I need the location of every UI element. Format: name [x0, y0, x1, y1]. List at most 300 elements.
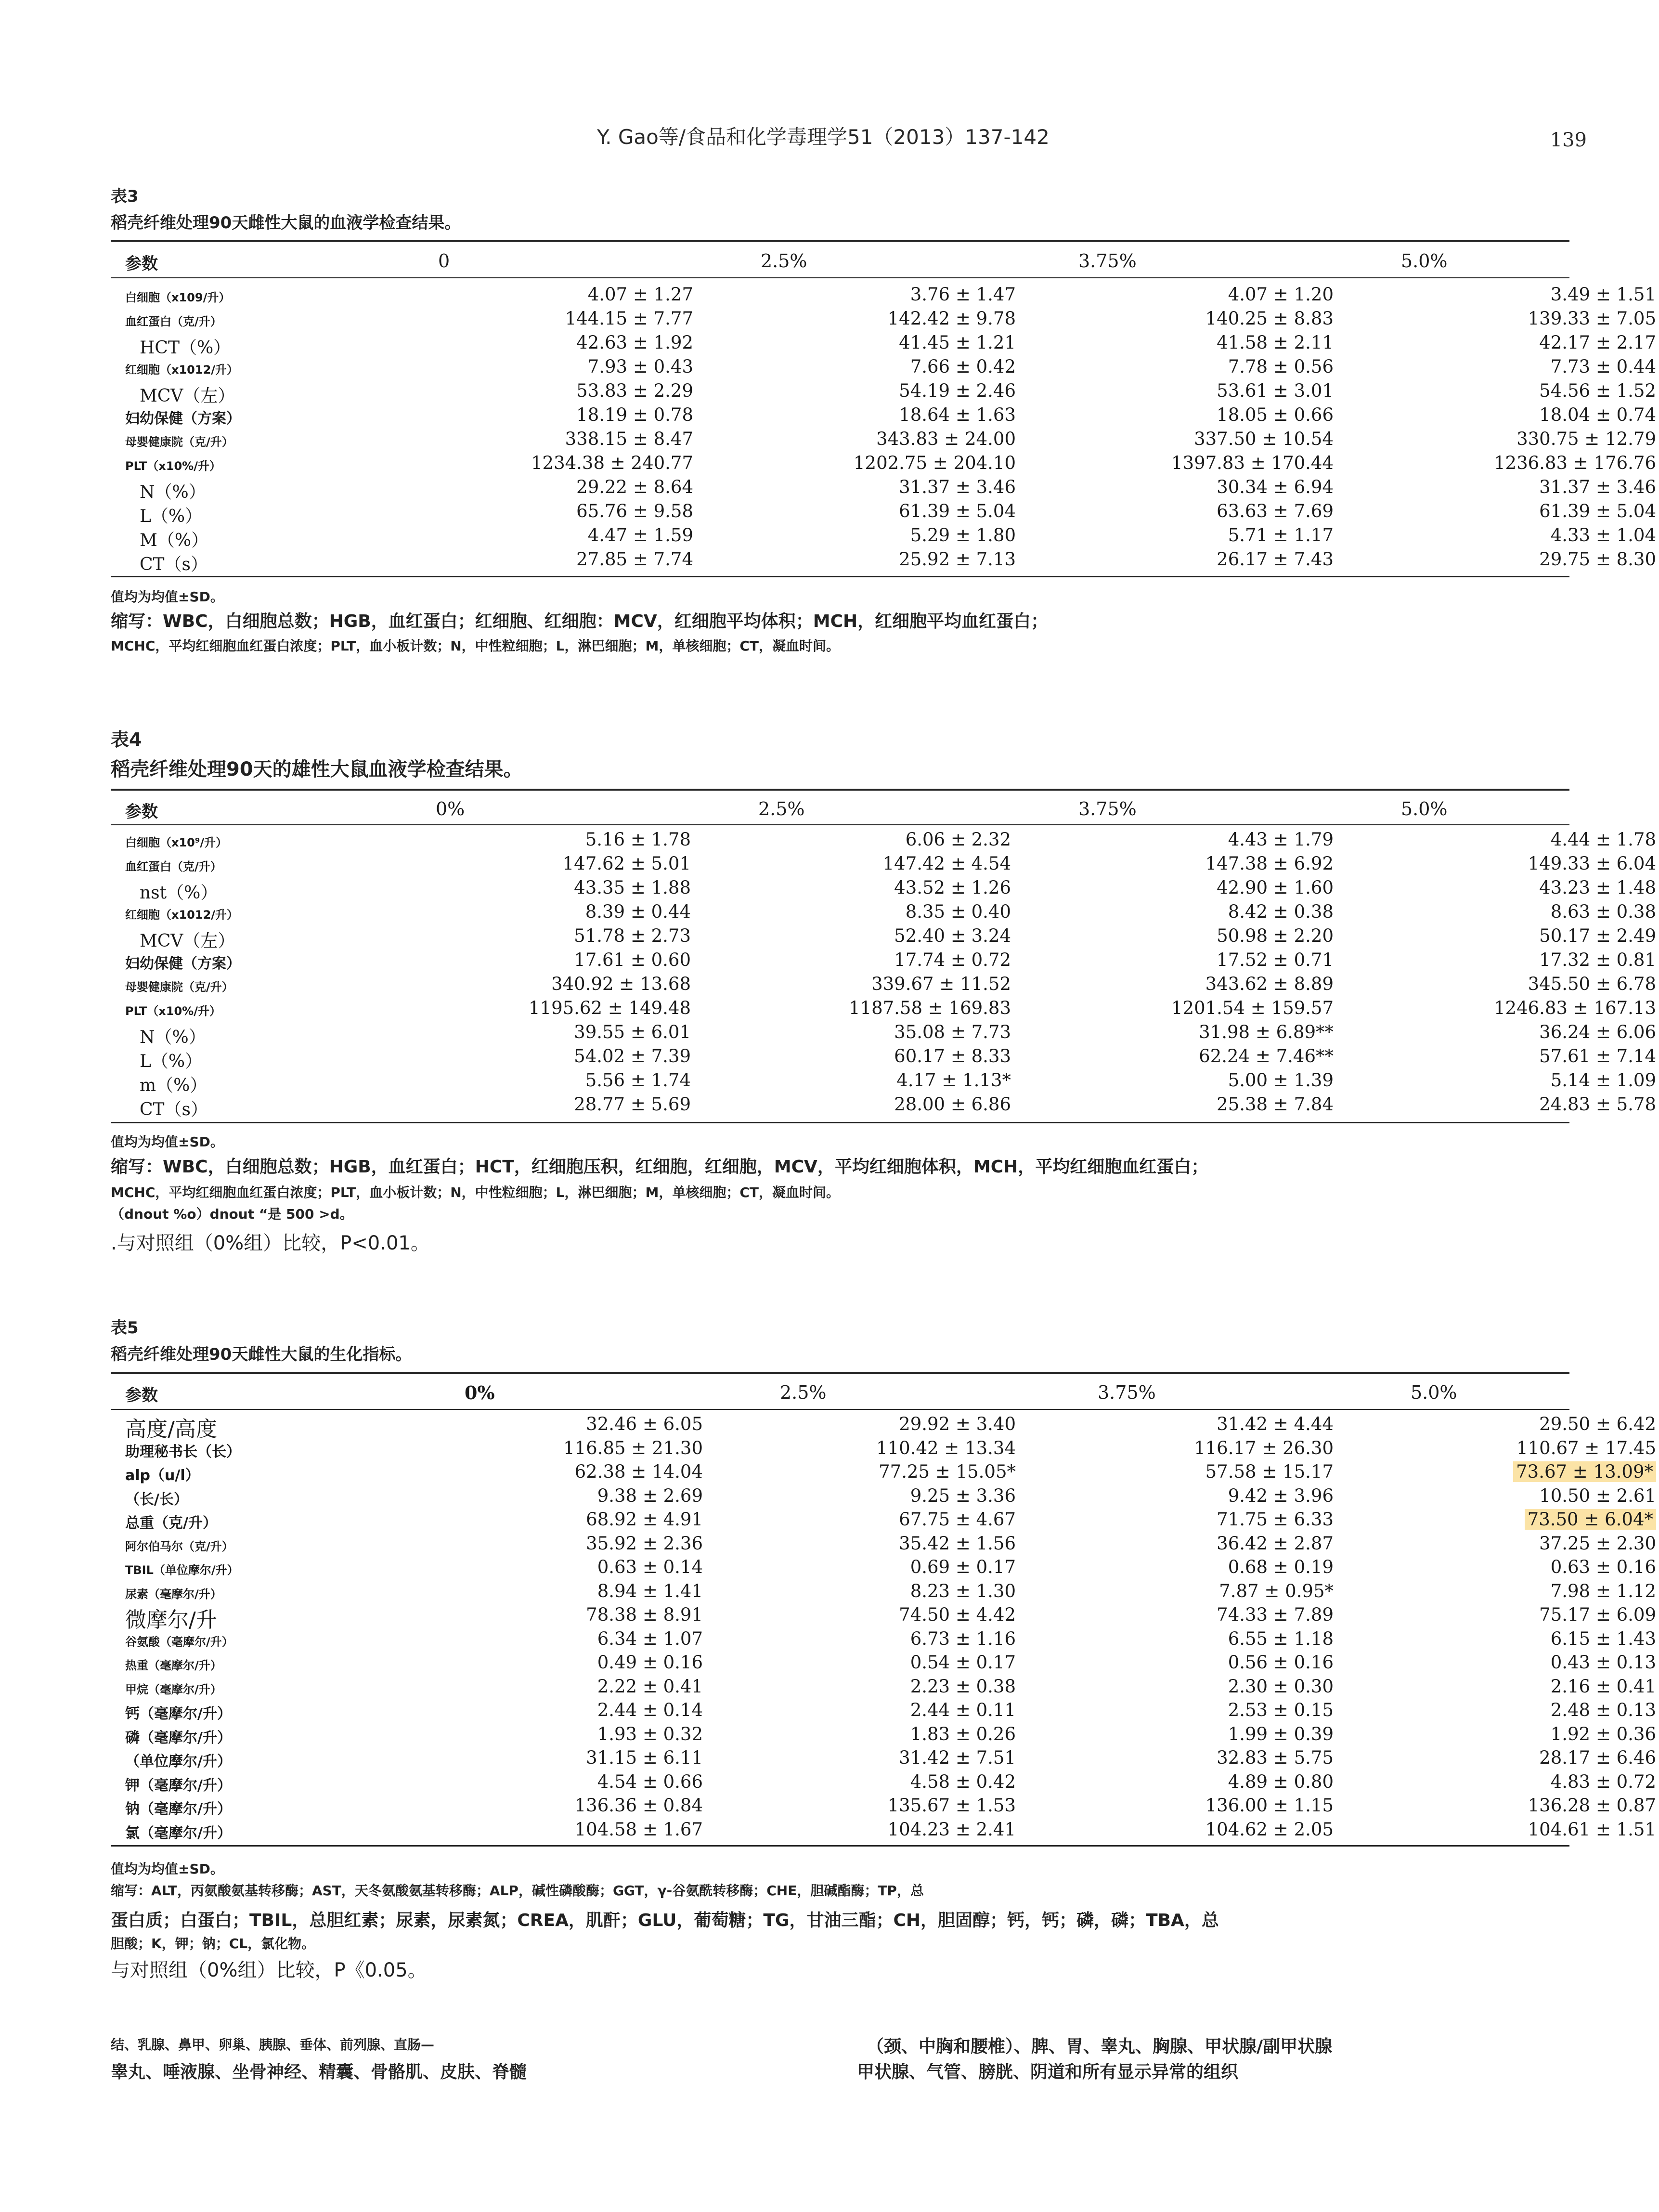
row-value: 31.15 ± 6.11 [586, 1747, 703, 1768]
row-value: 104.61 ± 1.51 [1528, 1819, 1656, 1840]
table-row [111, 1533, 1656, 1557]
table-row [111, 1628, 1656, 1652]
row-value: 32.46 ± 6.05 [586, 1414, 703, 1434]
row-value: 78.38 ± 8.91 [586, 1604, 703, 1625]
table-row [111, 1461, 1653, 1485]
row-value: 63.63 ± 7.69 [1217, 501, 1334, 521]
row-value: 8.39 ± 0.44 [585, 901, 691, 922]
table-cell [489, 1070, 691, 1091]
table-cell [1131, 1414, 1334, 1434]
table-cell [491, 380, 693, 401]
table-top-rule [111, 240, 1569, 242]
table-row [111, 1046, 1656, 1071]
table-cell [489, 901, 691, 922]
row-parameter: 白细胞（x10⁹/升） [125, 836, 228, 849]
row-value: 53.83 ± 2.29 [576, 380, 693, 401]
row-parameter: L（%） [140, 1052, 203, 1071]
table-cell [1454, 1724, 1656, 1744]
row-parameter: nst（%） [140, 883, 218, 903]
row-value: 4.47 ± 1.59 [587, 525, 693, 546]
row-value: 136.00 ± 1.15 [1205, 1795, 1334, 1816]
table-row [111, 1557, 1656, 1581]
table-cell [1131, 1795, 1334, 1816]
table-cell [501, 1771, 703, 1792]
row-value: 6.55 ± 1.18 [1228, 1628, 1334, 1649]
table-abbreviations: 缩写：WBC，白细胞总数；HGB，血红蛋白；红细胞、红细胞：MCV，红细胞平均体积；MCH，红细胞平均血红蛋白； [111, 612, 1049, 631]
row-value: 110.42 ± 13.34 [876, 1437, 1016, 1458]
table-cell [1131, 998, 1334, 1018]
row-parameter: 血红蛋白（克/升） [125, 315, 222, 328]
row-value: 54.02 ± 7.39 [574, 1046, 691, 1067]
table-cell [489, 877, 691, 898]
table-cell [489, 950, 691, 970]
row-value: 42.63 ± 1.92 [576, 332, 693, 353]
table-cell [491, 525, 693, 546]
table-cell [814, 1795, 1016, 1816]
table-cell [809, 1070, 1011, 1091]
table-row [111, 1414, 1656, 1442]
row-value: 4.89 ± 0.80 [1228, 1771, 1334, 1792]
table-cell [1454, 901, 1656, 922]
row-value: 147.42 ± 4.54 [882, 853, 1011, 874]
table-caption: 稻壳纤维处理90天雌性大鼠的生化指标。 [111, 1345, 412, 1364]
table-row [111, 332, 1656, 358]
row-parameter: 红细胞（x1012/升） [125, 363, 239, 377]
table-row [111, 308, 1656, 332]
row-value: 8.23 ± 1.30 [910, 1580, 1016, 1601]
row-value: 77.25 ± 15.05* [879, 1461, 1016, 1482]
row-value: 0.63 ± 0.14 [597, 1557, 703, 1577]
table-cell [814, 525, 1016, 546]
row-value: 343.83 ± 24.00 [876, 429, 1016, 449]
row-value: 5.00 ± 1.39 [1228, 1070, 1334, 1091]
row-parameter: 妇幼保健（方案） [125, 410, 241, 427]
table-cell [1131, 1604, 1334, 1625]
table-cell [1131, 1070, 1334, 1091]
table-cell [1131, 1046, 1334, 1067]
table-cell [1131, 877, 1334, 898]
table-cell [1454, 1438, 1656, 1458]
table-row [111, 1795, 1656, 1819]
table-cell [814, 1581, 1016, 1601]
row-parameter: M（%） [140, 531, 209, 550]
table-cell [809, 925, 1011, 946]
table-cell [1131, 525, 1334, 546]
row-value: 149.33 ± 6.04 [1528, 853, 1656, 874]
row-value: 10.50 ± 2.61 [1539, 1485, 1656, 1506]
row-value: 75.17 ± 6.09 [1539, 1604, 1656, 1625]
table-cell [501, 1438, 703, 1458]
row-value: 1236.83 ± 176.76 [1494, 453, 1656, 473]
row-value: 2.30 ± 0.30 [1228, 1676, 1334, 1697]
row-value: 71.75 ± 6.33 [1217, 1509, 1334, 1530]
table-cell [489, 998, 691, 1018]
table-header-row [111, 1382, 1569, 1411]
row-value: 338.15 ± 8.47 [565, 429, 693, 449]
table-cell [1454, 356, 1656, 377]
table-cell [1131, 404, 1334, 425]
row-parameter: 氯（毫摩尔/升） [125, 1824, 232, 1842]
row-value: 339.67 ± 11.52 [871, 974, 1011, 994]
table-row [111, 356, 1656, 380]
table-cell [501, 1652, 703, 1673]
row-value: 7.87 ± 0.95* [1219, 1580, 1334, 1601]
row-value: 1397.83 ± 170.44 [1171, 453, 1334, 473]
table-cell [1454, 1414, 1656, 1434]
table-cell [814, 1628, 1016, 1649]
table-row [111, 1819, 1656, 1843]
table-cell [501, 1533, 703, 1554]
table-cell [814, 549, 1016, 570]
table-cell [1454, 998, 1656, 1018]
row-parameter: alp（u/l） [125, 1467, 200, 1484]
row-value: 116.17 ± 26.30 [1194, 1437, 1334, 1458]
table-cell [814, 404, 1016, 425]
table-row [111, 284, 1656, 308]
row-value: 28.77 ± 5.69 [574, 1094, 691, 1115]
header-param: 参数 [125, 254, 158, 273]
row-value: 6.34 ± 1.07 [597, 1628, 703, 1649]
row-value: 9.42 ± 3.96 [1228, 1485, 1334, 1506]
row-value: 1234.38 ± 240.77 [531, 453, 693, 473]
table-cell [489, 974, 691, 994]
table-note: 值均为均值±SD。 [111, 589, 224, 605]
row-value: 39.55 ± 6.01 [574, 1022, 691, 1042]
table-cell [491, 549, 693, 570]
table-row [111, 404, 1656, 429]
row-parameter: 血红蛋白（克/升） [125, 860, 222, 873]
table-cell [501, 1676, 703, 1697]
table-cell [1454, 1819, 1656, 1840]
table-cell [1131, 453, 1334, 473]
table-cell [1454, 332, 1656, 353]
row-value: 139.33 ± 7.05 [1528, 308, 1656, 329]
table-note: 值均为均值±SD。 [111, 1861, 224, 1877]
row-value: 29.75 ± 8.30 [1539, 549, 1656, 570]
row-value: 7.93 ± 0.43 [587, 356, 693, 377]
table-significance-note: .与对照组（0%组）比较，P<0.01。 [111, 1232, 430, 1254]
table-cell [489, 925, 691, 946]
table-row [111, 925, 1656, 951]
row-value: 1201.54 ± 159.57 [1171, 998, 1334, 1018]
table-cell [1131, 1652, 1334, 1673]
row-value: 73.67 ± 13.09* [1513, 1461, 1656, 1482]
page-number: 139 [1550, 129, 1587, 151]
row-parameter: 热重（毫摩尔/升） [125, 1659, 222, 1672]
row-parameter: 谷氨酸（毫摩尔/升） [125, 1635, 233, 1649]
table-cell [814, 1819, 1016, 1840]
row-parameter: 尿素（毫摩尔/升） [125, 1587, 222, 1601]
row-value: 50.17 ± 2.49 [1539, 925, 1656, 946]
row-value: 61.39 ± 5.04 [899, 501, 1016, 521]
row-value: 136.36 ± 0.84 [574, 1795, 703, 1816]
header-dose-3: 5.0% [1411, 1382, 1457, 1403]
table-row [111, 1022, 1656, 1047]
table-cell [809, 829, 1011, 850]
table-cell [1454, 549, 1656, 570]
row-value: 35.92 ± 2.36 [586, 1533, 703, 1554]
table-cell [1454, 1795, 1656, 1816]
row-parameter: N（%） [140, 482, 206, 502]
table-3 [111, 183, 1569, 233]
table-cell [814, 1438, 1016, 1458]
table-header-rule [111, 1409, 1569, 1410]
table-cell [809, 853, 1011, 874]
row-value: 1202.75 ± 204.10 [854, 453, 1016, 473]
row-value: 54.19 ± 2.46 [899, 380, 1016, 401]
table-cell [814, 1509, 1016, 1530]
row-value: 7.78 ± 0.56 [1228, 356, 1334, 377]
row-parameter: 磷（毫摩尔/升） [125, 1729, 232, 1746]
row-value: 104.62 ± 2.05 [1205, 1819, 1334, 1840]
table-cell [491, 453, 693, 473]
table-row [111, 901, 1656, 925]
table-cell [1131, 1094, 1334, 1115]
row-value: 28.00 ± 6.86 [894, 1094, 1011, 1115]
table-cell [1131, 1676, 1334, 1697]
table-row [111, 1700, 1656, 1724]
table-cell [1454, 1461, 1656, 1482]
table-abbreviations-cont: MCHC，平均红细胞血红蛋白浓度；PLT，血小板计数；N，中性粒细胞；L，淋巴细胞；M，单核细胞；CT，凝血时间。 [111, 638, 840, 654]
header-param: 参数 [125, 1386, 158, 1405]
row-value: 35.42 ± 1.56 [899, 1533, 1016, 1554]
table-cell [1131, 477, 1334, 497]
row-value: 25.38 ± 7.84 [1217, 1094, 1334, 1115]
row-value: 3.49 ± 1.51 [1550, 284, 1656, 305]
table-cell [1131, 429, 1334, 449]
table-abbreviations-cont: MCHC，平均红细胞血红蛋白浓度；PLT，血小板计数；N，中性粒细胞；L，淋巴细胞；M，单核细胞；CT，凝血时间。 [111, 1184, 840, 1200]
row-value: 2.22 ± 0.41 [597, 1676, 703, 1697]
row-value: 136.28 ± 0.87 [1528, 1795, 1656, 1816]
header-dose-3: 5.0% [1401, 250, 1448, 272]
row-parameter: N（%） [140, 1028, 206, 1047]
table-cell [1454, 404, 1656, 425]
header-dose-1: 2.5% [758, 798, 805, 820]
table-cell [1454, 477, 1656, 497]
row-value: 18.64 ± 1.63 [899, 404, 1016, 425]
row-value: 31.37 ± 3.46 [1539, 477, 1656, 497]
row-value: 4.54 ± 0.66 [597, 1771, 703, 1792]
row-value: 17.74 ± 0.72 [894, 950, 1011, 970]
row-parameter: 妇幼保健（方案） [125, 955, 241, 972]
row-value: 51.78 ± 2.73 [574, 925, 691, 946]
body-text-right-2: 甲状腺、气管、膀胱、阴道和所有显示异常的组织 [857, 2062, 1239, 2082]
row-parameter: CT（s） [140, 1100, 208, 1119]
row-value: 43.35 ± 1.88 [574, 877, 691, 898]
row-value: 4.17 ± 1.13* [896, 1070, 1011, 1091]
table-cell [814, 1485, 1016, 1506]
table-cell [1131, 1724, 1334, 1744]
table-cell [489, 829, 691, 850]
table-bottom-rule [111, 576, 1569, 577]
body-text-left-2: 睾丸、唾液腺、坐骨神经、精囊、骨骼肌、皮肤、脊髓 [111, 2062, 527, 2082]
row-value: 74.33 ± 7.89 [1217, 1604, 1334, 1625]
row-value: 7.73 ± 0.44 [1550, 356, 1656, 377]
table-abbreviations: 缩写：ALT，丙氨酸氨基转移酶；AST，天冬氨酸氨基转移酶；ALP，碱性磷酸酶；GGT，γ-谷氨酰转移酶；CHE，胆碱酯酶；TP，总 [111, 1883, 924, 1899]
header-dose-1: 2.5% [780, 1382, 827, 1403]
table-row [111, 1604, 1656, 1632]
row-value: 116.85 ± 21.30 [563, 1437, 703, 1458]
table-row [111, 1485, 1656, 1509]
table-cell [1454, 1676, 1656, 1697]
table-cell [1454, 1771, 1656, 1792]
table-cell [809, 998, 1011, 1018]
row-value: 104.58 ± 1.67 [574, 1819, 703, 1840]
row-value: 29.50 ± 6.42 [1539, 1414, 1656, 1434]
row-value: 4.43 ± 1.79 [1228, 829, 1334, 850]
table-row [111, 1723, 1656, 1748]
row-value: 43.52 ± 1.26 [894, 877, 1011, 898]
table-cell [1454, 1046, 1656, 1067]
table-cell [1131, 284, 1334, 305]
row-value: 2.23 ± 0.38 [910, 1676, 1016, 1697]
table-cell [1131, 901, 1334, 922]
row-value: 2.53 ± 0.15 [1228, 1700, 1334, 1720]
row-parameter: 助理秘书长（长） [125, 1443, 241, 1460]
row-value: 1.83 ± 0.26 [910, 1723, 1016, 1744]
row-value: 8.94 ± 1.41 [597, 1580, 703, 1601]
table-cell [814, 1700, 1016, 1720]
table-abbreviations-end: 胆酸；K，钾；钠；CL，氯化物。 [111, 1936, 315, 1952]
table-cell [491, 501, 693, 521]
row-parameter: 甲烷（毫摩尔/升） [125, 1682, 222, 1696]
row-parameter: 母婴健康院（克/升） [125, 435, 233, 449]
table-cell [814, 1604, 1016, 1625]
row-value: 3.76 ± 1.47 [910, 284, 1016, 305]
table-cell [1131, 950, 1334, 970]
header-dose-3: 5.0% [1401, 798, 1448, 820]
row-parameter: 红细胞（x1012/升） [125, 908, 239, 922]
table-cell [489, 1094, 691, 1115]
row-value: 29.22 ± 8.64 [576, 477, 693, 497]
row-value: 343.62 ± 8.89 [1205, 974, 1334, 994]
table-cell [1454, 829, 1656, 850]
row-parameter: m（%） [140, 1076, 207, 1095]
row-value: 5.71 ± 1.17 [1228, 525, 1334, 546]
table-header-rule [111, 277, 1569, 278]
row-parameter: L（%） [140, 507, 203, 526]
table-cell [1454, 1604, 1656, 1625]
row-value: 4.58 ± 0.42 [910, 1771, 1016, 1792]
row-value: 0.49 ± 0.16 [597, 1652, 703, 1673]
table-cell [814, 501, 1016, 521]
table-row [111, 853, 1656, 877]
table-cell [489, 853, 691, 874]
table-cell [501, 1819, 703, 1840]
table-label: 表5 [111, 1318, 139, 1338]
row-parameter: 白细胞（x109/升） [125, 291, 231, 304]
row-parameter: （单位摩尔/升） [125, 1753, 232, 1770]
row-parameter: 微摩尔/升 [125, 1608, 217, 1632]
row-value: 1246.83 ± 167.13 [1494, 998, 1656, 1018]
table-cell [1454, 853, 1656, 874]
row-parameter: PLT（x10%/升） [125, 459, 221, 473]
row-value: 2.44 ± 0.14 [597, 1700, 703, 1720]
row-value: 18.19 ± 0.78 [576, 404, 693, 425]
table-cell [491, 429, 693, 449]
row-value: 36.24 ± 6.06 [1539, 1022, 1656, 1042]
table-row [111, 1771, 1656, 1796]
table-cell [491, 332, 693, 353]
table-cell [809, 1046, 1011, 1067]
table-cell [1131, 380, 1334, 401]
table-row [111, 950, 1656, 974]
row-parameter: 钠（毫摩尔/升） [125, 1801, 232, 1818]
table-cell [1131, 853, 1334, 874]
table-cell [491, 356, 693, 377]
table-cell [1454, 974, 1656, 994]
row-value: 26.17 ± 7.43 [1217, 549, 1334, 570]
row-value: 17.61 ± 0.60 [574, 950, 691, 970]
row-value: 18.04 ± 0.74 [1539, 404, 1656, 425]
table-cell [1454, 429, 1656, 449]
table-row [111, 1580, 1656, 1605]
table-cell [1454, 1070, 1656, 1091]
table-cell [501, 1724, 703, 1744]
row-value: 52.40 ± 3.24 [894, 925, 1011, 946]
table-cell [814, 453, 1016, 473]
table-row [111, 1747, 1656, 1771]
row-value: 7.98 ± 1.12 [1550, 1580, 1656, 1601]
table-cell [1454, 1485, 1656, 1506]
table-cell [1454, 950, 1656, 970]
row-value: 8.42 ± 0.38 [1228, 901, 1334, 922]
row-value: 0.69 ± 0.17 [910, 1557, 1016, 1577]
table-row [111, 1676, 1656, 1700]
table-abbreviations: 缩写：WBC，白细胞总数；HGB，血红蛋白；HCT，红细胞压积，红细胞，红细胞，MCV，平均红细胞体积，MCH，平均红细胞血红蛋白； [111, 1157, 1209, 1177]
table-cell [1454, 308, 1656, 329]
row-value: 25.92 ± 7.13 [899, 549, 1016, 570]
row-value: 135.67 ± 1.53 [887, 1795, 1016, 1816]
row-value: 65.76 ± 9.58 [576, 501, 693, 521]
table-cell [491, 308, 693, 329]
running-header: Y. Gao等/食品和化学毒理学51（2013）137-142 [597, 125, 1050, 149]
row-value: 6.15 ± 1.43 [1550, 1628, 1656, 1649]
row-value: 54.56 ± 1.52 [1539, 380, 1656, 401]
table-cell [501, 1747, 703, 1768]
row-parameter: MCV（左） [140, 931, 235, 951]
row-value: 62.38 ± 14.04 [574, 1461, 703, 1482]
table-cell [814, 1652, 1016, 1673]
row-value: 9.25 ± 3.36 [910, 1485, 1016, 1506]
header-dose-2: 3.75% [1078, 798, 1137, 820]
row-value: 17.52 ± 0.71 [1217, 950, 1334, 970]
header-dose-0: 0% [465, 1382, 495, 1404]
table-cell [1131, 1747, 1334, 1768]
row-parameter: 钾（毫摩尔/升） [125, 1777, 232, 1794]
table-cell [1131, 829, 1334, 850]
row-value: 41.45 ± 1.21 [899, 332, 1016, 353]
row-value: 4.44 ± 1.78 [1550, 829, 1656, 850]
row-parameter: 总重（克/升） [125, 1515, 217, 1532]
table-row [111, 1509, 1653, 1533]
row-parameter: CT（s） [140, 555, 208, 574]
table-footnote: （dnout %o）dnout “是 500 >d。 [111, 1206, 353, 1222]
row-value: 4.33 ± 1.04 [1550, 525, 1656, 546]
table-cell [1131, 974, 1334, 994]
table-cell [1131, 1509, 1334, 1530]
row-value: 104.23 ± 2.41 [887, 1819, 1016, 1840]
row-parameter: TBIL（单位摩尔/升） [125, 1563, 239, 1577]
table-cell [501, 1509, 703, 1530]
table-cell [814, 284, 1016, 305]
table-cell [1131, 1819, 1334, 1840]
row-value: 32.83 ± 5.75 [1217, 1747, 1334, 1768]
table-cell [814, 1747, 1016, 1768]
table-cell [1131, 1533, 1334, 1554]
table-cell [1131, 501, 1334, 521]
body-text-right-1: （颈、中胸和腰椎）、脾、胃、睾丸、胸腺、甲状腺/副甲状腺 [867, 2037, 1333, 2056]
